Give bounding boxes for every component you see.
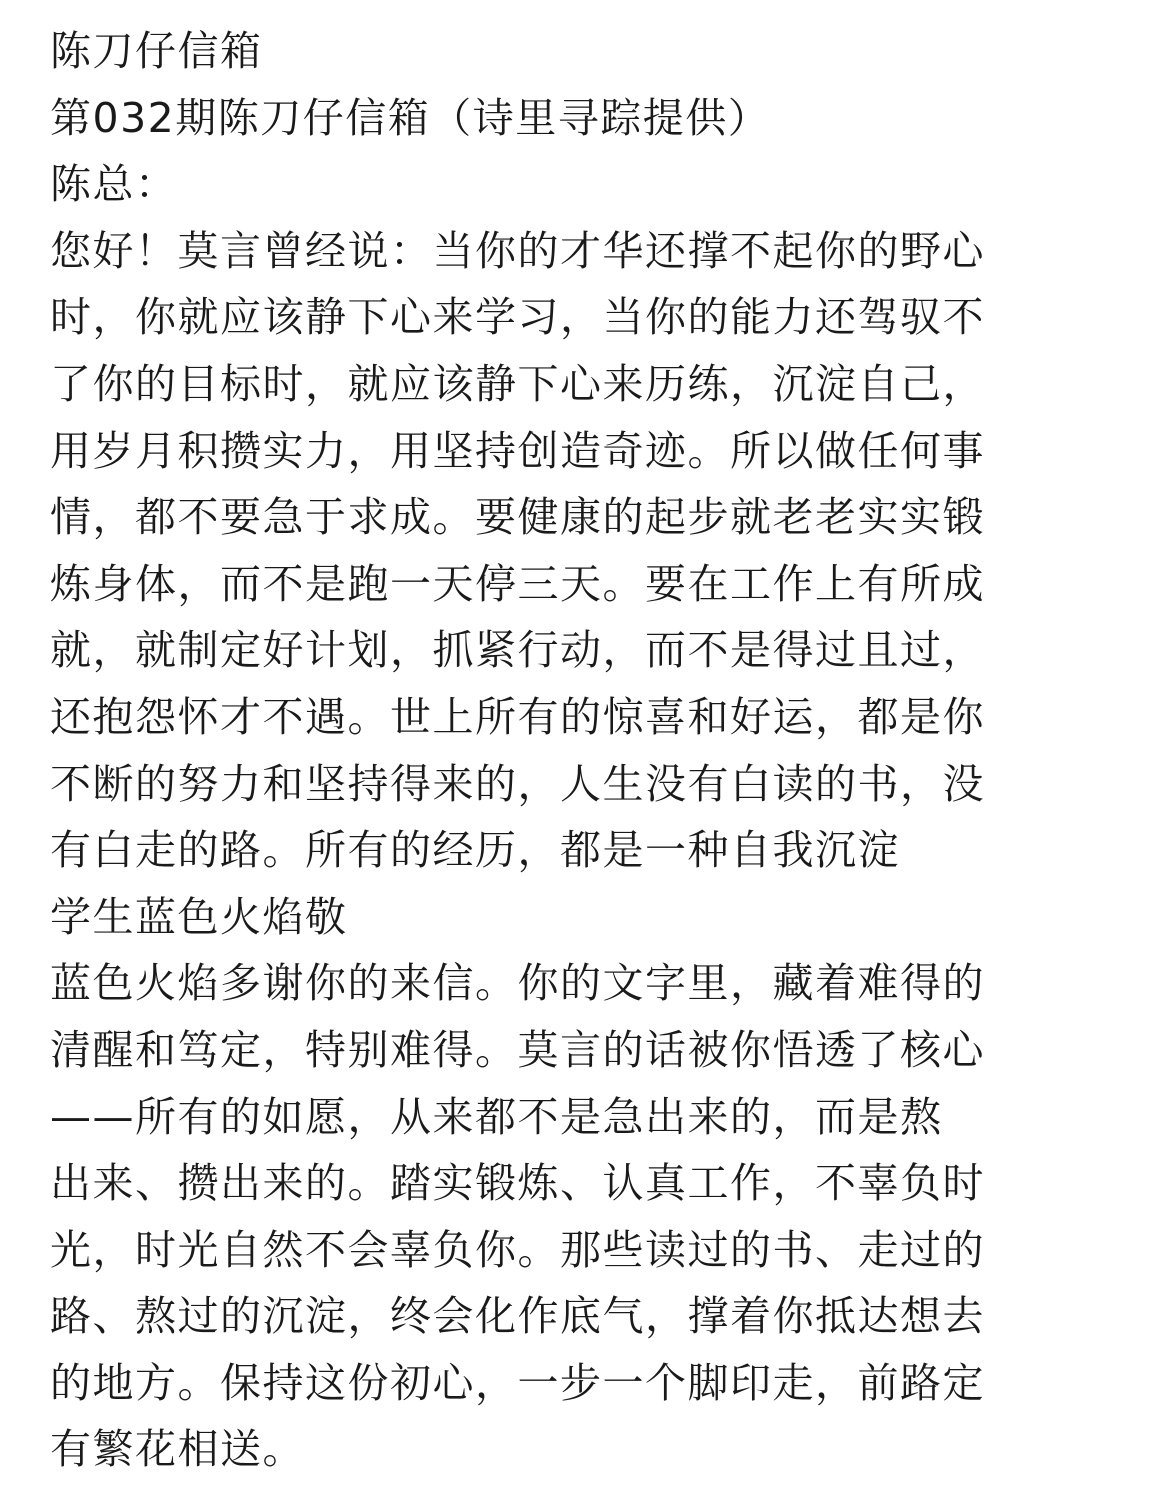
letter-line: 炼身体，而不是跑一天停三天。要在工作上有所成 xyxy=(50,559,985,608)
salutation: 陈总： xyxy=(50,160,178,209)
letter-line: 就，就制定好计划，抓紧行动，而不是得过且过， xyxy=(50,626,985,675)
reply-line: ——所有的如愿，从来都不是急出来的，而是熬 xyxy=(50,1092,943,1141)
issue-heading: 第032期陈刀仔信箱（诗里寻踪提供） xyxy=(50,93,771,142)
reply-line: 蓝色火焰多谢你的来信。你的文字里，藏着难得的 xyxy=(50,959,985,1008)
letter-line: 还抱怨怀才不遇。世上所有的惊喜和好运，都是你 xyxy=(50,692,985,741)
letter-line: 时，你就应该静下心来学习，当你的能力还驾驭不 xyxy=(50,293,985,342)
signature: 学生蓝色火焰敬 xyxy=(50,892,348,941)
letter-line: 用岁月积攒实力，用坚持创造奇迹。所以做任何事 xyxy=(50,426,985,475)
reply-line: 有繁花相送。 xyxy=(50,1425,305,1474)
reply-line: 路、熬过的沉淀，终会化作底气，撑着你抵达想去 xyxy=(50,1292,985,1341)
reply-line: 的地方。保持这份初心，一步一个脚印走，前路定 xyxy=(50,1358,985,1407)
letter-line: 不断的努力和坚持得来的，人生没有白读的书，没 xyxy=(50,759,985,808)
reply-line: 清醒和笃定，特别难得。莫言的话被你悟透了核心 xyxy=(50,1025,985,1074)
document-title: 陈刀仔信箱 xyxy=(50,27,263,75)
letter-line: 您好！莫言曾经说：当你的才华还撑不起你的野心 xyxy=(50,226,985,275)
reply-body xyxy=(50,950,1133,1483)
reply-line: 光，时光自然不会辜负你。那些读过的书、走过的 xyxy=(50,1225,985,1274)
letter-line: 了你的目标时，就应该静下心来历练，沉淀自己， xyxy=(50,359,985,408)
reply-line: 出来、攒出来的。踏实锻炼、认真工作，不辜负时 xyxy=(50,1159,985,1208)
letter-body xyxy=(50,218,1133,884)
letter-line: 情，都不要急于求成。要健康的起步就老老实实锻 xyxy=(50,493,985,542)
letter-line: 有白走的路。所有的经历，都是一种自我沉淀 xyxy=(50,826,900,875)
